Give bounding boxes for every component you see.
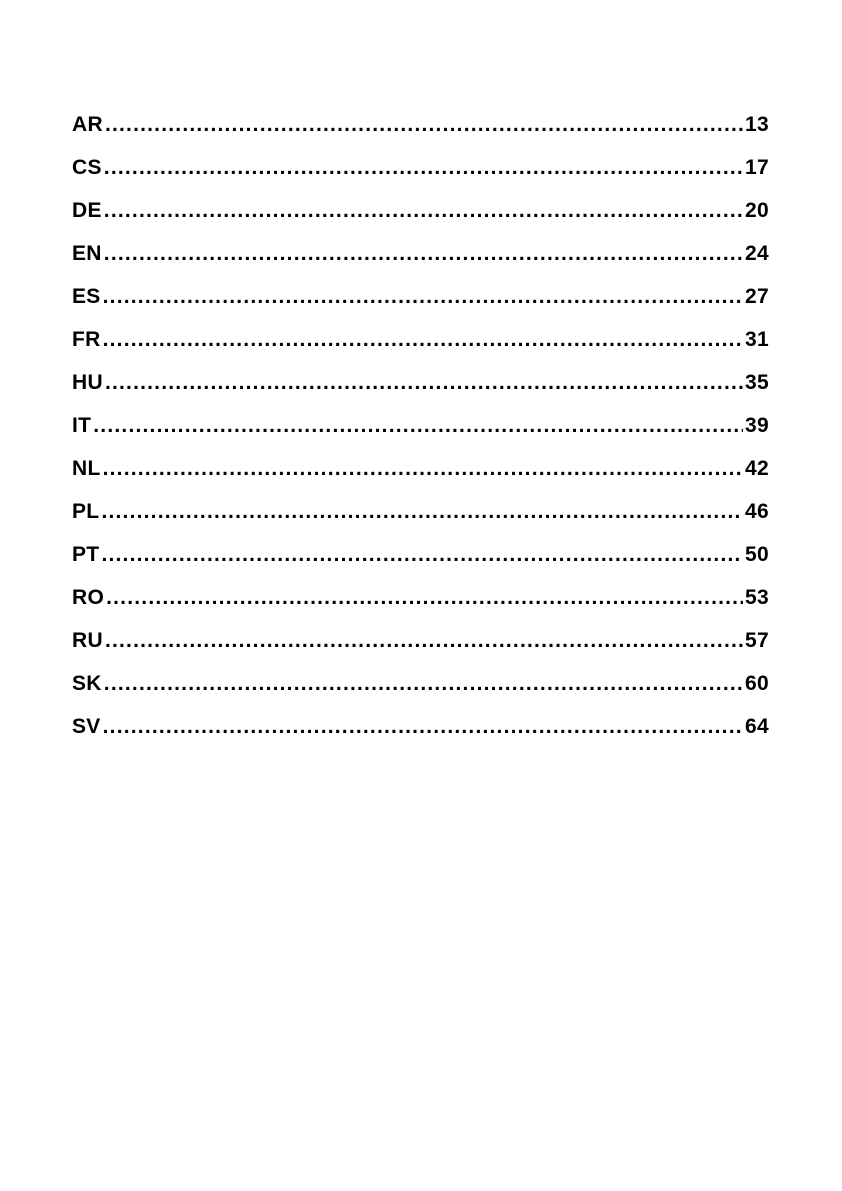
toc-page-number: 27 <box>745 285 769 308</box>
toc-page-number: 46 <box>745 500 769 523</box>
toc-entry-nl[interactable] <box>72 454 769 497</box>
toc-page-number: 57 <box>745 629 769 652</box>
toc-language-code: NL <box>72 457 101 480</box>
toc-dot-leader <box>104 239 743 269</box>
toc-language-code: PL <box>72 500 100 523</box>
toc-language-code: DE <box>72 199 102 222</box>
toc-entry-ar[interactable] <box>72 110 769 153</box>
toc-dot-leader <box>101 540 743 570</box>
toc-entry-ru[interactable] <box>72 626 769 669</box>
toc-entry-pt[interactable] <box>72 540 769 583</box>
toc-page-number: 50 <box>745 543 769 566</box>
toc-language-code: EN <box>72 242 102 265</box>
toc-language-code: AR <box>72 113 103 136</box>
toc-dot-leader <box>105 368 743 398</box>
toc-language-code: SK <box>72 672 102 695</box>
toc-page-number: 42 <box>745 457 769 480</box>
toc-entry-en[interactable] <box>72 239 769 282</box>
toc-entry-it[interactable] <box>72 411 769 454</box>
toc-entry-de[interactable] <box>72 196 769 239</box>
toc-dot-leader <box>104 153 743 183</box>
toc-language-code: SV <box>72 715 101 738</box>
toc-entry-pl[interactable] <box>72 497 769 540</box>
toc-entry-cs[interactable] <box>72 153 769 196</box>
toc-language-code: ES <box>72 285 101 308</box>
toc-language-code: CS <box>72 156 102 179</box>
toc-dot-leader <box>104 196 743 226</box>
toc-entry-sk[interactable] <box>72 669 769 712</box>
toc-entry-es[interactable] <box>72 282 769 325</box>
toc-entry-ro[interactable] <box>72 583 769 626</box>
toc-entry-sv[interactable] <box>72 712 769 755</box>
toc-page-number: 24 <box>745 242 769 265</box>
toc-entry-fr[interactable] <box>72 325 769 368</box>
toc-dot-leader <box>103 325 743 355</box>
toc-dot-leader <box>93 411 743 441</box>
toc-language-code: IT <box>72 414 92 437</box>
table-of-contents <box>72 110 769 755</box>
toc-language-code: HU <box>72 371 103 394</box>
toc-dot-leader <box>101 497 743 527</box>
toc-page-number: 39 <box>745 414 769 437</box>
toc-page-number: 17 <box>745 156 769 179</box>
toc-language-code: PT <box>72 543 100 566</box>
toc-page-number: 31 <box>745 328 769 351</box>
toc-language-code: FR <box>72 328 101 351</box>
toc-dot-leader <box>105 110 743 140</box>
toc-entry-hu[interactable] <box>72 368 769 411</box>
toc-page-number: 35 <box>745 371 769 394</box>
toc-page-number: 53 <box>745 586 769 609</box>
toc-page-number: 20 <box>745 199 769 222</box>
toc-dot-leader <box>103 454 743 484</box>
toc-page-number: 13 <box>745 113 769 136</box>
toc-page-number: 60 <box>745 672 769 695</box>
toc-dot-leader <box>103 282 743 312</box>
toc-dot-leader <box>104 669 743 699</box>
toc-language-code: RO <box>72 586 105 609</box>
toc-dot-leader <box>103 712 743 742</box>
toc-dot-leader <box>105 626 743 656</box>
toc-dot-leader <box>106 583 743 613</box>
toc-language-code: RU <box>72 629 103 652</box>
toc-page-number: 64 <box>745 715 769 738</box>
